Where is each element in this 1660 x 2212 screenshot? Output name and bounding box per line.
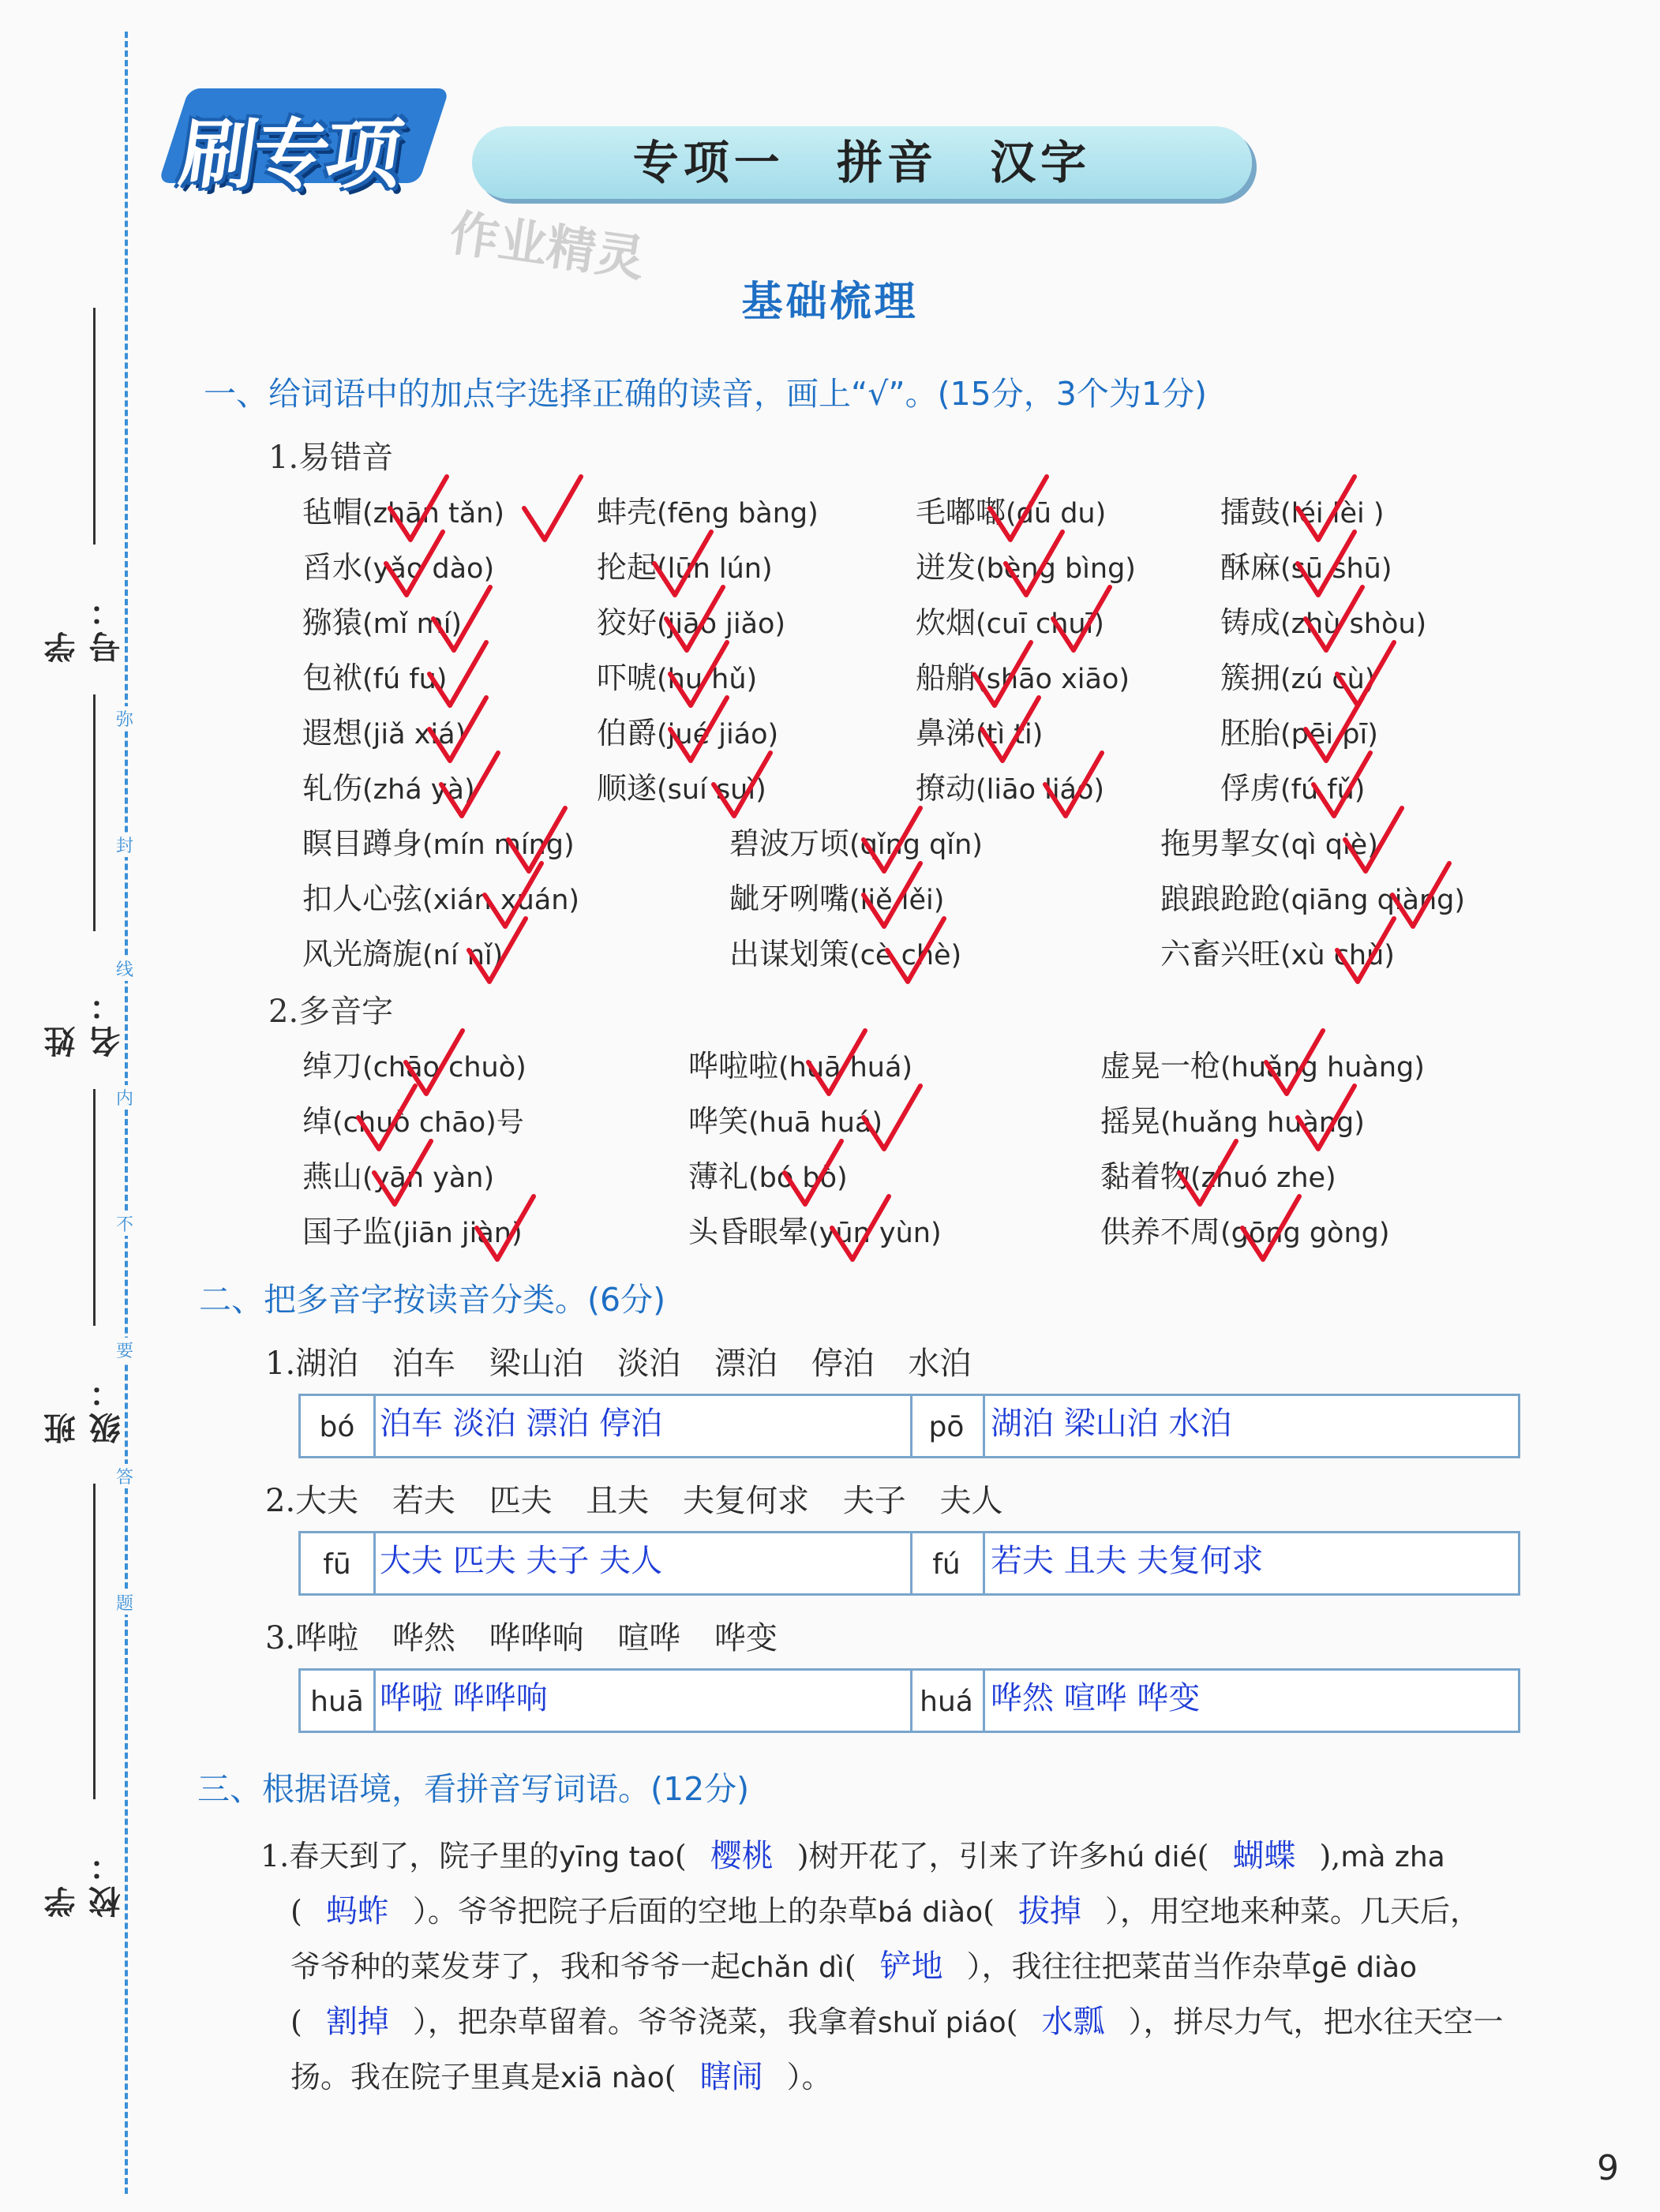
- item-word: 黏着物: [1100, 1159, 1191, 1194]
- checkmark-icon: [1295, 1083, 1358, 1154]
- item-pinyin-options: (sū shū): [1280, 553, 1392, 585]
- item-pinyin-options: (zhān tǎn): [362, 498, 504, 530]
- item-pinyin-options: (léi lèi ): [1280, 498, 1385, 530]
- item-word: 哗笑: [688, 1104, 749, 1139]
- answer-blank: 蚂蚱: [325, 1893, 389, 1929]
- pinyin-prompt: bá diào: [877, 1896, 984, 1929]
- name-line: [93, 694, 96, 931]
- item-word: 顺遂: [597, 771, 658, 806]
- item-word: 哗啦啦: [688, 1049, 779, 1084]
- item-pinyin-options: (yǎo dào): [362, 553, 495, 585]
- reading-label: bó: [319, 1411, 355, 1443]
- seal-char: 内: [113, 1085, 137, 1110]
- item-pinyin-options: (mǐ mí): [362, 608, 463, 640]
- item-pinyin-options: (liě lěi): [849, 885, 945, 916]
- item-pinyin-options: (zhá yà): [362, 774, 475, 806]
- passage-text: ）。: [786, 2060, 832, 2094]
- pinyin-item: [729, 819, 983, 863]
- group-words: 2.大夫 若夫 匹夫 且夫 夫复何求 夫子 夫人: [265, 1483, 1003, 1519]
- item-pinyin-options: (xù chù): [1280, 940, 1395, 971]
- passage-line: [290, 2052, 832, 2097]
- item-word: 炊烟: [916, 605, 976, 640]
- item-word: 遐想: [302, 716, 363, 750]
- section3-title: 三、根据语境，看拼音写词语。(12分): [197, 1770, 750, 1808]
- answer-blank: 割掉: [325, 2004, 389, 2040]
- item-pinyin-options: (jué jiáo): [657, 719, 779, 750]
- item-word: 龇牙咧嘴: [729, 881, 850, 916]
- pinyin-item: [688, 1097, 882, 1140]
- brand-title: 刷专项: [174, 110, 405, 199]
- passage-text: (: [1006, 2004, 1018, 2039]
- item-pinyin-options: (chuò chāo)号: [332, 1107, 524, 1139]
- item-word: 铸成: [1220, 605, 1281, 640]
- checkmark-icon: [521, 473, 584, 545]
- class-label: 班级：: [43, 1372, 126, 1444]
- item-pinyin-options: (fēng bàng): [657, 498, 819, 530]
- part1-title: 1.易错音: [268, 440, 394, 476]
- item-word: 瞑目蹲身: [302, 826, 423, 861]
- reading-label: huā: [310, 1686, 364, 1718]
- answer-text: 湖泊 梁山泊 水泊: [991, 1405, 1232, 1442]
- item-word: 虚晃一枪: [1100, 1049, 1221, 1084]
- item-word: 毡帽: [302, 495, 363, 530]
- item-word: 伯爵: [597, 716, 658, 750]
- item-word: 酥麻: [1220, 550, 1281, 585]
- passage-text: ）。爷爷把院子后面的空地上的杂草: [412, 1894, 878, 1929]
- answer-text: 哗然 喧哗 哗变: [991, 1680, 1201, 1716]
- pinyin-prompt: xiā nào: [560, 2062, 665, 2094]
- item-pinyin-options: (zhù shòu): [1280, 608, 1427, 640]
- passage-text: ），把杂草留着。爷爷浇菜，我拿着: [412, 2004, 878, 2039]
- pinyin-prompt: hú dié: [1108, 1841, 1197, 1873]
- passage-text: 爷爷种的菜发芽了，我和爷爷一起: [290, 1949, 741, 1984]
- passage-text: ），我往往把菜苗当作杂草: [966, 1949, 1312, 1984]
- item-word: 摇晃: [1100, 1104, 1161, 1139]
- passage-line: [260, 1831, 1445, 1876]
- seal-char: 线: [113, 956, 137, 981]
- answer-box: [298, 1668, 1520, 1733]
- item-word: 碧波万顷: [729, 826, 850, 861]
- pinyin-prompt: mà zha: [1340, 1841, 1445, 1873]
- pinyin-prompt: yīng tao: [559, 1841, 675, 1873]
- passage-text: )树开花了，引来了许多: [796, 1839, 1109, 1873]
- pinyin-item: [688, 1207, 942, 1251]
- passage-line: [290, 1997, 1503, 2042]
- item-pinyin-options: (xián xuán): [422, 885, 580, 916]
- pinyin-prompt: gē diào: [1311, 1952, 1418, 1984]
- answer-text: 哗啦 哗哗响: [380, 1680, 548, 1716]
- item-word: 拖男挈女: [1160, 826, 1281, 861]
- checkmark-icon: [860, 1083, 924, 1154]
- item-pinyin-options: (huǎng huàng): [1160, 1107, 1365, 1139]
- item-word: 船艄: [916, 661, 976, 695]
- pinyin-item: [302, 653, 447, 697]
- item-pinyin-options: (lūn lún): [657, 553, 773, 585]
- item-pinyin-options: (jiān jiàn): [392, 1218, 523, 1249]
- part2-title: 2.多音字: [268, 994, 394, 1030]
- item-pinyin-options: (bèng bìng): [976, 553, 1136, 585]
- passage-line: [290, 1941, 1417, 1986]
- passage-text: 扬。我在院子里真是: [290, 2060, 561, 2094]
- passage-text: (: [664, 2060, 676, 2094]
- checkmark-icon: [1334, 915, 1397, 986]
- item-word: 轧伤: [302, 771, 363, 806]
- item-pinyin-options: (fú fǔ): [1280, 774, 1366, 806]
- pinyin-prompt: shuǐ piáo: [877, 2007, 1006, 2039]
- item-pinyin-options: (suí suì): [657, 774, 766, 806]
- item-pinyin-options: (liāo liáo): [976, 774, 1105, 806]
- item-word: 出谋划策: [729, 937, 850, 971]
- item-pinyin-options: (gōng gòng): [1220, 1218, 1390, 1249]
- item-pinyin-options: (qiāng qiàng): [1280, 885, 1466, 916]
- item-word: 踉踉跄跄: [1160, 881, 1281, 916]
- item-word: 六畜兴旺: [1160, 937, 1281, 971]
- seal-char: 要: [113, 1338, 137, 1362]
- group-words: 3.哗啦 哗然 哗哗响 喧哗 哗变: [265, 1620, 778, 1656]
- item-pinyin-options: (mín míng): [422, 829, 575, 861]
- passage-text: (: [674, 1839, 687, 1873]
- passage-text: (: [290, 2004, 302, 2039]
- section2-title: 二、把多音字按读音分类。(6分): [199, 1281, 666, 1319]
- checkmark-icon: [1050, 584, 1113, 655]
- item-word: 猕猿: [302, 605, 363, 640]
- item-word: 迸发: [916, 550, 976, 585]
- class-line: [93, 1089, 96, 1326]
- checkmark-icon: [466, 915, 529, 986]
- watermark: 作业精灵: [446, 204, 649, 288]
- checkmark-icon: [710, 750, 774, 821]
- item-word: 风光旖旎: [302, 937, 423, 971]
- item-word: 国子监: [302, 1215, 393, 1249]
- item-word: 毛嘟嘟: [916, 495, 1006, 530]
- reading-label: fú: [932, 1548, 961, 1581]
- passage-text: ），拼尽力气，把水往天空一: [1128, 2004, 1504, 2039]
- item-pinyin-options: (pēi pī): [1280, 719, 1378, 750]
- item-pinyin-options: (tì ti): [976, 719, 1044, 750]
- seal-char: 不: [113, 1211, 137, 1236]
- item-pinyin-options: (dū du): [1006, 498, 1107, 530]
- item-word: 簇拥: [1220, 661, 1281, 695]
- answer-text: 泊车 淡泊 漂泊 停泊: [380, 1405, 663, 1442]
- passage-text: (: [290, 1894, 302, 1929]
- passage-text: (: [983, 1894, 995, 1929]
- item-pinyin-options: (huā huá): [778, 1052, 913, 1084]
- answer-blank: 拔掉: [1017, 1893, 1081, 1929]
- passage-text: 1.春天到了，院子里的: [260, 1839, 560, 1873]
- checkmark-icon: [979, 694, 1042, 765]
- checkmark-icon: [474, 1193, 537, 1264]
- item-word: 薄礼: [688, 1159, 749, 1194]
- answer-blank: 樱桃: [710, 1838, 774, 1874]
- item-word: 吓唬: [597, 661, 658, 695]
- student-id-label: 学号：: [43, 590, 126, 663]
- item-pinyin-options: (ní nǐ): [422, 940, 504, 971]
- item-word: 绰: [302, 1104, 333, 1139]
- item-word: 俘虏: [1220, 771, 1281, 806]
- checkmark-icon: [1239, 1193, 1302, 1264]
- group-words: 1.湖泊 泊车 梁山泊 淡泊 漂泊 停泊 水泊: [265, 1346, 972, 1382]
- item-pinyin-options: (huǎng huàng): [1220, 1052, 1425, 1084]
- item-pinyin-options: (zú cù): [1280, 664, 1376, 695]
- passage-text: ），用空地来种菜。几天后，: [1104, 1894, 1480, 1929]
- item-pinyin-options: (bó bò): [748, 1162, 848, 1194]
- school-label: 学校：: [43, 1845, 126, 1918]
- item-pinyin-options: (qì qiè): [1280, 829, 1378, 861]
- item-pinyin-options: (cuī chuī): [976, 608, 1104, 640]
- checkmark-icon: [829, 1193, 892, 1264]
- seal-char: 题: [113, 1590, 137, 1615]
- answer-blank: 蝴蝶: [1232, 1838, 1296, 1874]
- item-pinyin-options: (cè chè): [849, 940, 962, 971]
- checkmark-icon: [371, 1138, 434, 1209]
- item-word: 鼻涕: [916, 716, 976, 750]
- item-pinyin-options: (qǐng qǐn): [849, 829, 983, 861]
- item-word: 胚胎: [1220, 716, 1281, 750]
- item-word: 抡起: [597, 550, 658, 585]
- item-pinyin-options: (fú fu): [362, 664, 448, 695]
- passage-line: [290, 1886, 1480, 1931]
- item-pinyin-options: (shāo xiāo): [976, 664, 1130, 695]
- checkmark-icon: [1389, 860, 1452, 931]
- answer-box: [298, 1531, 1520, 1596]
- item-word: 扣人心弦: [302, 881, 423, 916]
- section-banner: 专项一 拼音 汉字: [472, 126, 1252, 199]
- pinyin-prompt: chǎn dì: [740, 1952, 845, 1984]
- seal-char: 封: [113, 833, 137, 857]
- item-word: 蚌壳: [597, 495, 658, 530]
- passage-text: (: [844, 1949, 856, 1984]
- name-label: 姓名：: [43, 985, 126, 1057]
- checkmark-icon: [805, 1027, 868, 1099]
- seal-char: 弥: [113, 706, 137, 731]
- student-id-line: [93, 308, 96, 545]
- pinyin-item: [688, 1042, 912, 1085]
- answer-text: 若夫 且夫 夫复何求: [991, 1543, 1264, 1579]
- item-pinyin-options: (jiāo jiǎo): [657, 608, 786, 640]
- item-pinyin-options: (yān yàn): [362, 1162, 495, 1194]
- passage-text: ),: [1319, 1839, 1341, 1873]
- item-pinyin-options: (hu hǔ): [657, 664, 758, 695]
- answer-blank: 水瓢: [1041, 2004, 1105, 2040]
- item-word: 供养不周: [1100, 1215, 1221, 1249]
- reading-label: pō: [928, 1411, 965, 1443]
- seal-char: 答: [113, 1464, 137, 1488]
- item-pinyin-options: (jiǎ xiá): [362, 719, 467, 750]
- section1-title: 一、给词语中的加点字选择正确的读音，画上“√”。(15分，3个为1分): [204, 375, 1207, 413]
- item-pinyin-options: (chāo chuò): [362, 1052, 526, 1084]
- pinyin-item: [597, 488, 819, 531]
- checkmark-icon: [884, 915, 947, 986]
- checkmark-icon: [438, 750, 501, 821]
- reading-label: fū: [323, 1548, 351, 1581]
- reading-label: huá: [920, 1686, 973, 1718]
- item-word: 头昏眼晕: [688, 1215, 809, 1249]
- page-subtitle: 基础梳理: [741, 278, 919, 326]
- item-word: 擂鼓: [1220, 495, 1281, 530]
- item-word: 绰刀: [302, 1049, 363, 1084]
- passage-text: (: [1197, 1839, 1209, 1873]
- checkmark-icon: [1042, 750, 1105, 821]
- item-word: 舀水: [302, 550, 363, 585]
- answer-blank: 铲地: [879, 1948, 943, 1985]
- answer-blank: 瞎闹: [699, 2059, 763, 2095]
- answer-text: 大夫 匹夫 夫子 夫人: [380, 1543, 663, 1579]
- answer-box: [298, 1394, 1520, 1458]
- school-line: [93, 1484, 96, 1799]
- item-word: 撩动: [916, 771, 976, 806]
- item-pinyin-options: (zhuó zhe): [1190, 1162, 1336, 1194]
- checkmark-icon: [1176, 1138, 1239, 1209]
- item-word: 燕山: [302, 1159, 363, 1194]
- item-pinyin-options: (huā huá): [748, 1107, 883, 1139]
- item-word: 包袱: [302, 661, 363, 695]
- item-pinyin-options: (yūn yùn): [808, 1218, 942, 1249]
- item-word: 狡好: [597, 605, 658, 640]
- page-number: 9: [1597, 2148, 1619, 2188]
